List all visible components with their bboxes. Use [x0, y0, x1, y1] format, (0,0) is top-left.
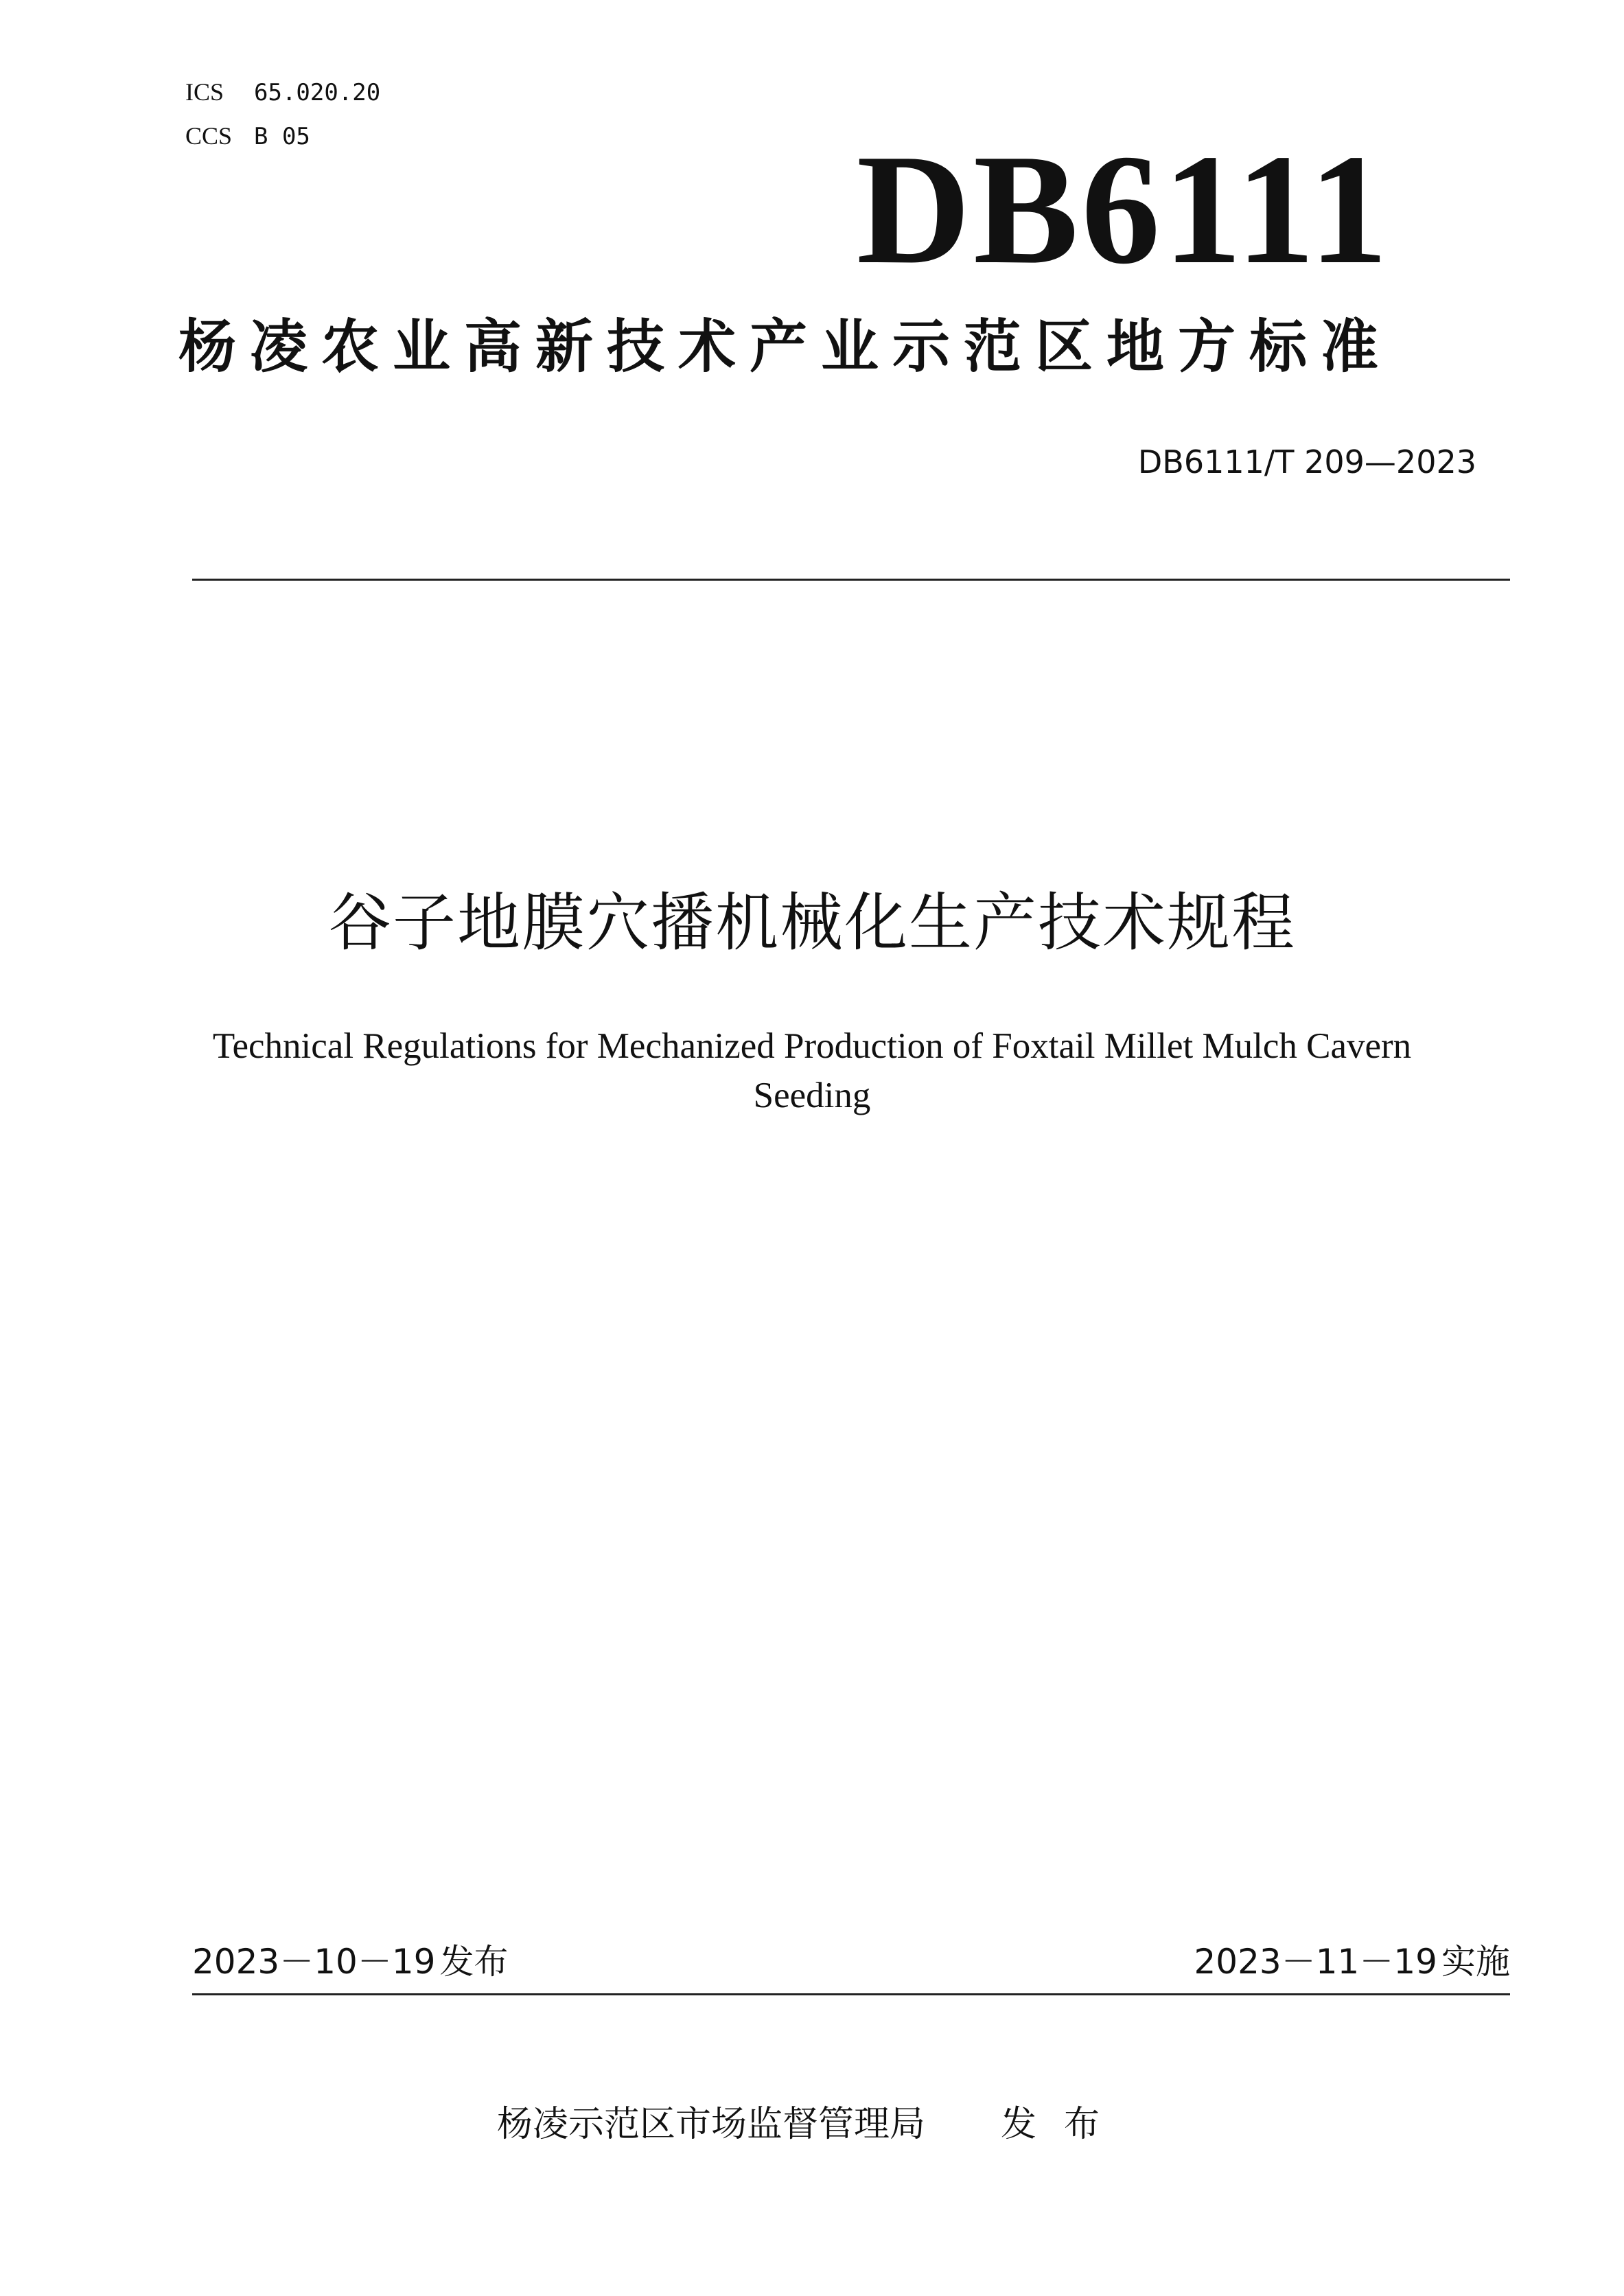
document-title-english: Technical Regulations for Mechanized Production of Foxtail Millet Mulch Cavern Seeding: [212, 1026, 1412, 1115]
issuer-organization: 杨凌示范区市场监督管理局: [496, 2104, 925, 2145]
document-title-chinese: 谷子地膜穴播机械化生产技术规程: [327, 886, 1296, 960]
ccs-row: [185, 121, 310, 152]
ics-row: [185, 77, 380, 108]
implement-date-line: [1194, 1940, 1511, 1984]
implement-label: 实施: [1441, 1942, 1510, 1982]
standard-number: DB6111/T 209—2023: [1137, 443, 1476, 480]
publish-date: 2023－10－19: [192, 1942, 436, 1982]
implement-date: 2023－11－19: [1194, 1942, 1437, 1982]
issuer-publish-label: 发布: [1001, 2104, 1128, 2145]
ccs-label: CCS: [185, 122, 233, 150]
issuer-line: [0, 2100, 1624, 2148]
ics-label: ICS: [185, 78, 224, 106]
standard-code-logo: DB6111: [856, 121, 1391, 297]
footer-divider: [192, 1993, 1510, 1995]
standard-category-title: 杨凌农业高新技术产业示范区地方标准: [178, 313, 1393, 380]
publish-date-line: [192, 1940, 509, 1984]
publish-label: 发布: [439, 1942, 509, 1982]
ccs-value: B 05: [254, 123, 310, 150]
ics-value: 65.020.20: [254, 79, 381, 106]
header-divider: [192, 579, 1510, 581]
